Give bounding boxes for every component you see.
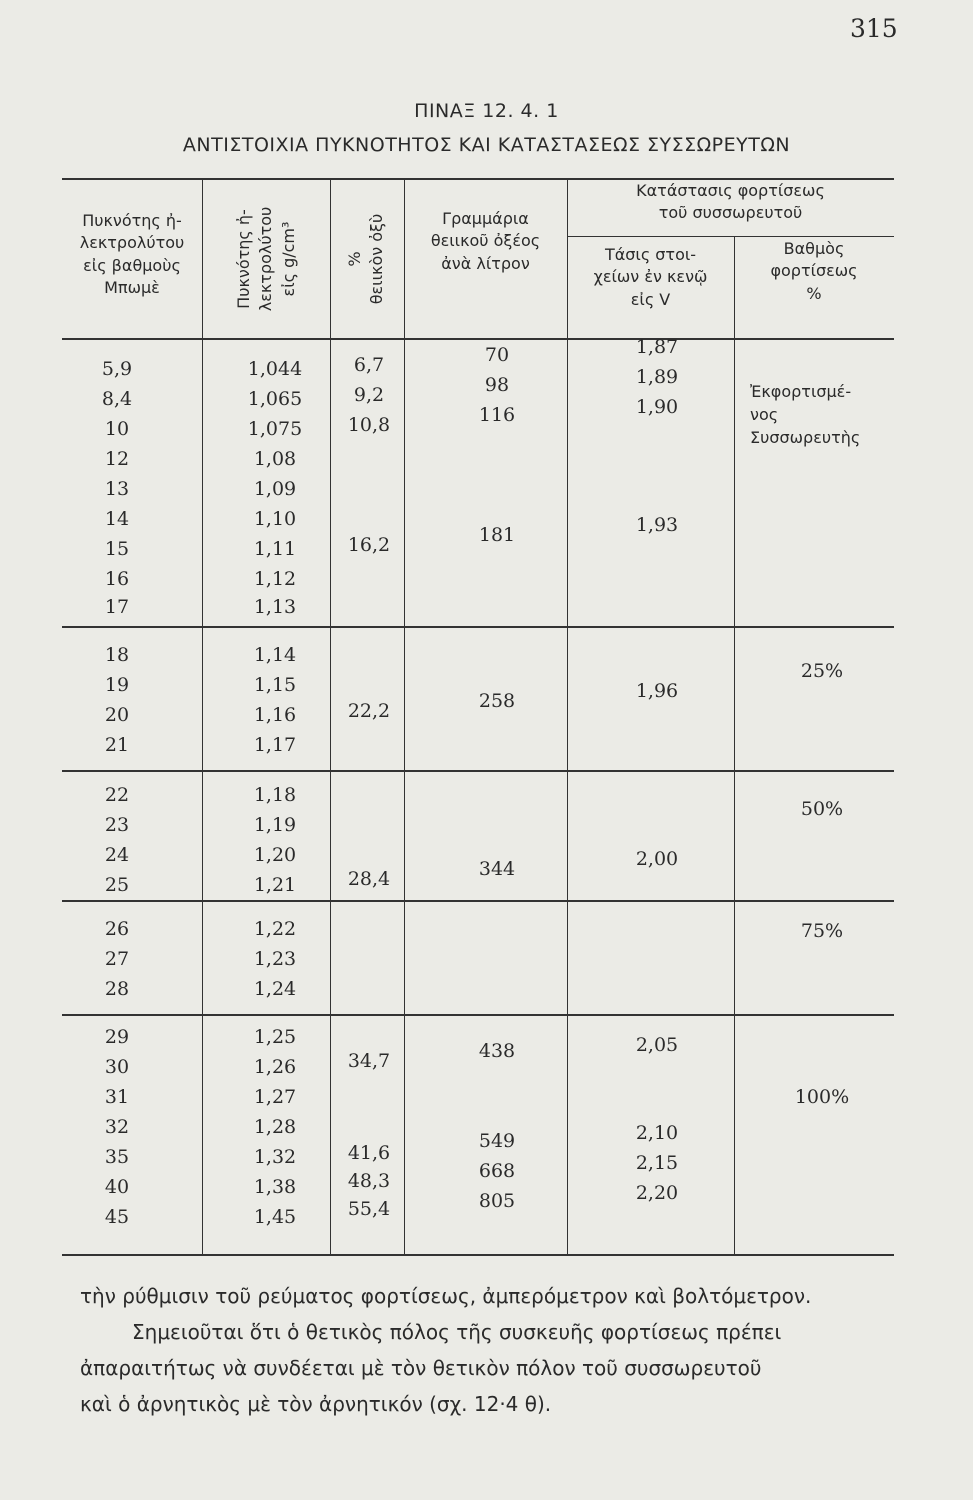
grams-cell: 70 [484,344,510,366]
density-cell: 1,044 [247,358,303,380]
density-cell: 1,24 [253,978,297,1000]
density-cell: 1,065 [247,388,303,410]
group-rule-4 [62,1014,894,1016]
grams-cell: 805 [478,1190,516,1212]
body-text-line: ἀπαραιτήτως νὰ συνδέεται μὲ τὸν θετικὸν πόλον τοῦ συσσωρευτοῦ [80,1356,762,1380]
grams-cell: 438 [478,1040,516,1062]
density-cell: 1,25 [253,1026,297,1048]
density-cell: 1,14 [253,644,297,666]
baume-cell: 27 [104,948,130,970]
charge-cell: 100% [794,1086,850,1108]
baume-cell: 15 [104,538,130,560]
header-grams: Γραμμάρια θειικοῦ ὀξέος ἀνὰ λίτρον [430,209,541,273]
acid-cell: 48,3 [347,1170,391,1192]
baume-cell: 35 [104,1146,130,1168]
voltage-cell: 1,90 [635,396,679,418]
acid-cell: 28,4 [347,868,391,890]
baume-cell: 31 [104,1086,130,1108]
baume-cell: 23 [104,814,130,836]
density-cell: 1,19 [253,814,297,836]
density-cell: 1,26 [253,1056,297,1078]
baume-cell: 30 [104,1056,130,1078]
col-rule-1 [202,178,203,1254]
baume-cell: 22 [104,784,130,806]
baume-cell: 8,4 [101,388,133,410]
baume-cell: 28 [104,978,130,1000]
group-rule-3 [62,900,894,902]
grams-cell: 668 [478,1160,516,1182]
density-cell: 1,20 [253,844,297,866]
baume-cell: 45 [104,1206,130,1228]
baume-cell: 32 [104,1116,130,1138]
baume-cell: 5,9 [101,358,133,380]
body-text-line: Σημειοῦται ὅτι ὁ θετικὸς πόλος τῆς συσκευῆς φορτίσεως πρέπει [132,1320,782,1344]
baume-cell: 25 [104,874,130,896]
baume-cell: 18 [104,644,130,666]
density-cell: 1,13 [253,596,297,618]
baume-cell: 16 [104,568,130,590]
density-cell: 1,15 [253,674,297,696]
acid-cell: 22,2 [347,700,391,722]
body-text-line: καὶ ὁ ἀρνητικὸς μὲ τὸν ἀρνητικόν (σχ. 12·4 θ). [80,1392,552,1416]
baume-cell: 14 [104,508,130,530]
baume-cell: 24 [104,844,130,866]
voltage-cell: 2,10 [635,1122,679,1144]
baume-cell: 26 [104,918,130,940]
header-baume: Πυκνότης ἠ- λεκτρολύτου εἰς βαθμοὺς Μπωμὲ [79,211,185,298]
density-cell: 1,17 [253,734,297,756]
grams-cell: 549 [478,1130,516,1152]
table-title: ΑΝΤΙΣΤΟΙΧΙΑ ΠΥΚΝΟΤΗΤΟΣ ΚΑΙ ΚΑΤΑΣΤΑΣΕΩΣ ΣΥΣΣΩΡΕΥΤΩΝ [182,134,791,156]
grams-cell: 181 [478,524,516,546]
group-rule-1 [62,626,894,628]
acid-cell: 9,2 [353,384,385,406]
density-cell: 1,28 [253,1116,297,1138]
page-number: 315 [850,14,898,43]
data-table [62,178,894,1258]
table-label: ΠΙΝΑΞ 12. 4. 1 [414,100,559,122]
baume-cell: 19 [104,674,130,696]
body-text-line: τὴν ρύθμισιν τοῦ ρεύματος φορτίσεως, ἀμπερόμετρον καὶ βολτόμετρον. [80,1284,812,1308]
col-rule-4 [567,178,568,1254]
density-cell: 1,12 [253,568,297,590]
voltage-cell: 2,15 [635,1152,679,1174]
state-header-rule [567,236,894,237]
baume-cell: 10 [104,418,130,440]
discharged-note: Ἐκφορτισμέ- νος Συσσωρευτὴς [750,382,861,448]
baume-cell: 17 [104,596,130,618]
grams-cell: 258 [478,690,516,712]
header-voltage: Τάσις στοι- χείων ἐν κενῷ εἰς V [593,245,708,309]
acid-cell: 34,7 [347,1050,391,1072]
baume-cell: 20 [104,704,130,726]
acid-cell: 16,2 [347,534,391,556]
voltage-cell: 1,93 [635,514,679,536]
header-bottom-rule [62,338,894,340]
density-cell: 1,23 [253,948,297,970]
density-cell: 1,32 [253,1146,297,1168]
header-state: Κατάστασις φορτίσεως τοῦ συσσωρευτοῦ [636,181,825,223]
voltage-cell: 2,05 [635,1034,679,1056]
baume-cell: 21 [104,734,130,756]
header-charge: Βαθμὸς φορτίσεως % [770,239,858,303]
acid-cell: 55,4 [347,1198,391,1220]
density-cell: 1,10 [253,508,297,530]
voltage-cell: 1,89 [635,366,679,388]
charge-cell: 25% [800,660,844,682]
density-cell: 1,18 [253,784,297,806]
table-bottom-rule [62,1254,894,1256]
acid-cell: 41,6 [347,1142,391,1164]
charge-cell: 50% [800,798,844,820]
header-density: Πυκνότης ἠ- λεκτρολύτου εἰς g/cm³ [234,206,298,312]
density-cell: 1,08 [253,448,297,470]
col-rule-3 [404,178,405,1254]
density-cell: 1,16 [253,704,297,726]
density-cell: 1,21 [253,874,297,896]
voltage-cell: 2,20 [635,1182,679,1204]
col-rule-5 [734,236,735,1254]
acid-cell: 6,7 [353,354,385,376]
density-cell: 1,075 [247,418,303,440]
baume-cell: 12 [104,448,130,470]
charge-cell: 75% [800,920,844,942]
baume-cell: 29 [104,1026,130,1048]
grams-cell: 116 [478,404,516,426]
density-cell: 1,27 [253,1086,297,1108]
baume-cell: 13 [104,478,130,500]
density-cell: 1,45 [253,1206,297,1228]
voltage-cell: 1,96 [635,680,679,702]
group-rule-2 [62,770,894,772]
density-cell: 1,11 [253,538,297,560]
density-cell: 1,22 [253,918,297,940]
baume-cell: 40 [104,1176,130,1198]
grams-cell: 98 [484,374,510,396]
header-acid-percent: % θειικὸν ὀξὺ [345,213,387,305]
voltage-cell: 1,87 [635,336,679,358]
acid-cell: 10,8 [347,414,391,436]
density-cell: 1,09 [253,478,297,500]
voltage-cell: 2,00 [635,848,679,870]
density-cell: 1,38 [253,1176,297,1198]
col-rule-2 [330,178,331,1254]
grams-cell: 344 [478,858,516,880]
